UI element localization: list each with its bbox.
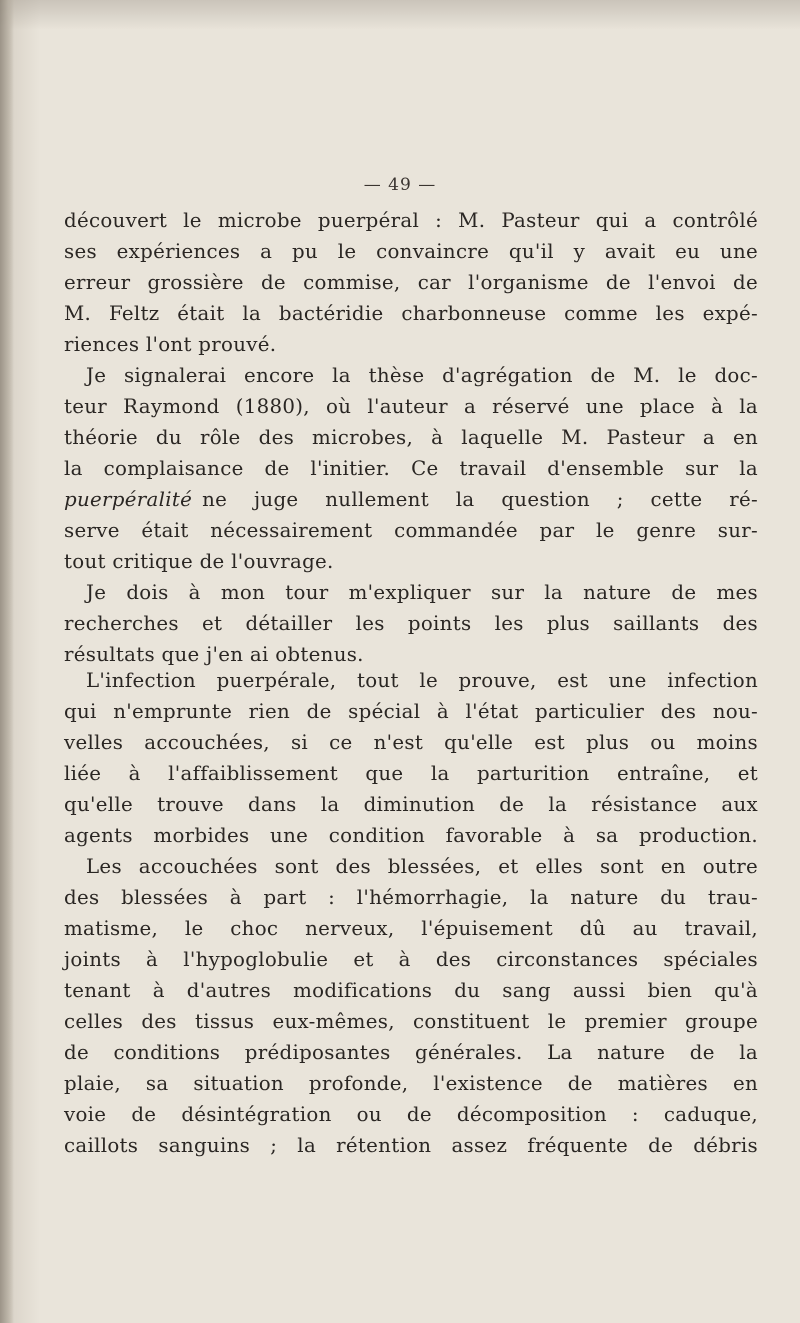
text-line: tenant à d'autres modifications du sang aussi bien qu'à bbox=[64, 979, 758, 1002]
italic-term: puerpéralité bbox=[64, 488, 193, 511]
text-line: serve était nécessairement commandée par le genre sur- bbox=[64, 519, 758, 542]
text-line: la complaisance de l'initier. Ce travail d'ensemble sur la bbox=[64, 457, 758, 480]
text-line: recherches et détailler les points les plus saillants des bbox=[64, 612, 758, 635]
text-line: des blessées à part : l'hémorrhagie, la nature du trau- bbox=[64, 886, 758, 909]
text-line: joints à l'hypoglobulie et à des circonstances spéciales bbox=[64, 948, 758, 971]
text-line: riences l'ont prouvé. bbox=[64, 333, 277, 356]
text-line: voie de désintégration ou de décomposition : caduque, bbox=[64, 1103, 758, 1126]
text-line: de conditions prédiposantes générales. La nature de la bbox=[64, 1041, 758, 1064]
page-number: — 49 — bbox=[363, 175, 437, 195]
text-line: matisme, le choc nerveux, l'épuisement dû au travail, bbox=[64, 917, 758, 940]
text-line: erreur grossière de commise, car l'organisme de l'envoi de bbox=[64, 271, 758, 294]
text-line: Je signalerai encore la thèse d'agrégation de M. le doc- bbox=[86, 364, 758, 387]
text-line: théorie du rôle des microbes, à laquelle M. Pasteur a en bbox=[64, 426, 758, 449]
text-line: L'infection puerpérale, tout le prouve, est une infection bbox=[86, 669, 758, 692]
text-line: tout critique de l'ouvrage. bbox=[64, 550, 334, 573]
text-line: liée à l'affaiblissement que la parturition entraîne, et bbox=[64, 762, 758, 785]
text-line: M. Feltz était la bactéridie charbonneuse comme les expé- bbox=[64, 302, 758, 325]
text-line-with-italic bbox=[64, 484, 758, 515]
text-line: résultats que j'en ai obtenus. bbox=[64, 643, 364, 666]
text-line: Les accouchées sont des blessées, et elles sont en outre bbox=[86, 855, 758, 878]
text-block-upper bbox=[64, 205, 758, 670]
text-line: agents morbides une condition favorable à sa production. bbox=[64, 824, 758, 847]
page-binding-shadow bbox=[0, 0, 14, 1323]
text-line: ses expériences a pu le convaincre qu'il y avait eu une bbox=[64, 240, 758, 263]
text-line: qu'elle trouve dans la diminution de la résistance aux bbox=[64, 793, 758, 816]
text-line: qui n'emprunte rien de spécial à l'état particulier des nou- bbox=[64, 700, 758, 723]
text-line: celles des tissus eux-mêmes, constituent le premier groupe bbox=[64, 1010, 758, 1033]
text-block-lower bbox=[64, 665, 758, 1161]
text-line: plaie, sa situation profonde, l'existence de matières en bbox=[64, 1072, 758, 1095]
text-line: caillots sanguins ; la rétention assez fréquente de débris bbox=[64, 1134, 758, 1157]
text-line: Je dois à mon tour m'expliquer sur la nature de mes bbox=[86, 581, 758, 604]
text-line: velles accouchées, si ce n'est qu'elle est plus ou moins bbox=[64, 731, 758, 754]
text-line: découvert le microbe puerpéral : M. Pasteur qui a contrôlé bbox=[64, 209, 758, 232]
text-line: teur Raymond (1880), où l'auteur a réservé une place à la bbox=[64, 395, 758, 418]
text-line-rest: ne juge nullement la question ; cette ré- bbox=[202, 488, 758, 511]
